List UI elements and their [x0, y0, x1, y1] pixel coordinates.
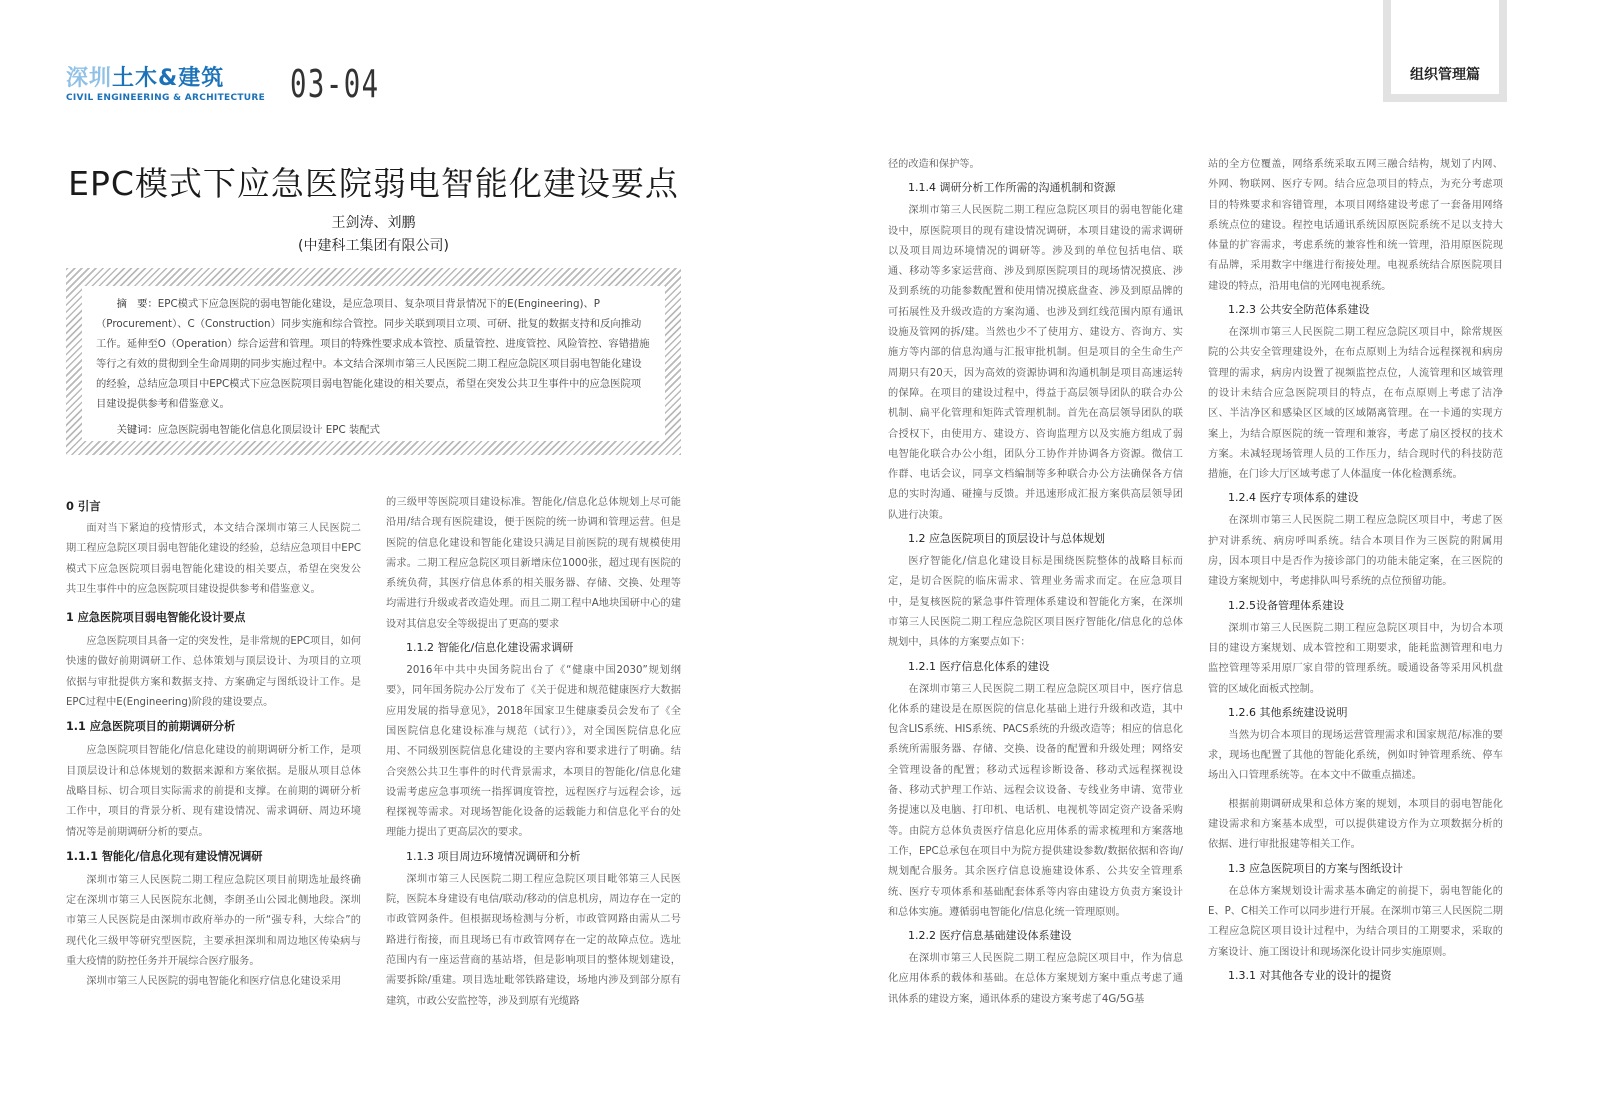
- journal-logo-en: CIVIL ENGINEERING & ARCHITECTURE: [66, 93, 266, 103]
- subsection-heading: 1.1.1 智能化/信息化现有建设情况调研: [66, 849, 263, 863]
- paragraph: 深圳市第三人民医院的弱电智能化和医疗信息化建设采用: [86, 976, 342, 988]
- section-heading: 0 引言: [66, 499, 101, 513]
- paragraph: 在深圳市第三人民医院二期工程应急院区项目中，考虑了医护对讲系统、病房呼叫系统。结合本项目作为三医院的附属用房，因本项目中是否作为接诊部门的功能未能定案，在三医院的建设方案规划中，考虑排队叫号系统的点位预留功能。: [1208, 515, 1503, 588]
- body-column-3: [888, 155, 1183, 1010]
- page-numbers: 03-04: [290, 62, 380, 106]
- subsection-heading: 1.1.2 智能化/信息化建设需求调研: [406, 641, 574, 655]
- paragraph: 在深圳市第三人民医院二期工程应急院区项目中，作为信息化应用体系的载体和基础。在总体方案规划方案中重点考虑了通讯体系的建设方案，通讯体系的建设方案考虑了4G/5G基: [888, 953, 1183, 1005]
- paragraph: 深圳市第三人民医院二期工程应急院区项目的弱电智能化建设中，原医院项目的现有建设情况调研，本项目建设的需求调研以及项目周边环境情况的调研等。涉及到的单位包括电信、联通、移动等多家运营商、涉及到原医院项目的现场情况摸底、涉及到系统的功能参数配置和使用情况摸底盘查、涉及到原品牌的可拓展性及升级改造的方案沟通、也涉及到红线范围内原有通讯设施及管网的拆/建。当然也少不了使用方、建设方、咨询方、实施方等内部的信息沟通与汇报审批机制。但是项目的全生命生产周期只有20天，因为高效的资源协调和沟通机制是项目高速运转的保障。在项目的建设过程中，得益于高层领导团队的联合办公机制、扁平化管理和矩阵式管理机制。首先在高层领导团队的联合授权下，由使用方、建设方、咨询监理方以及实施方组成了弱电智能化联合办公小组，团队分工协作并协调各方资源。微信工作群、电话会议，同享文档编制等多种联合办公方法确保各方信息的实时沟通、碰撞与反馈。并迅速形成汇报方案供高层领导团队进行决策。: [888, 205, 1183, 521]
- paragraph: 当然为切合本项目的现场运营管理需求和国家规范/标准的要求，现场也配置了其他的智能化系统，例如时钟管理系统、停车场出入口管理系统等。在本文中不做重点描述。: [1208, 729, 1503, 782]
- article-organization: (中建科工集团有限公司): [298, 238, 449, 254]
- paragraph: 的三级甲等医院项目建设标准。智能化/信息化总体规划上尽可能沿用/结合现有医院建设，便于医院的统一协调和管理运营。但是医院的信息化建设和智能化建设只满足目前医院的现有规模使用需求。二期工程应急院区项目新增床位1000张，超过现有医院的系统负荷，其医疗信息体系的相关服务器、存储、交换、处理等均需进行升级或者改造处理。而且二期工程中A地块国研中心的建设对其信息安全等级提出了更高的要求: [386, 497, 681, 630]
- paragraph: 面对当下紧迫的疫情形式，本文结合深圳市第三人民医院二期工程应急院区项目弱电智能化建设的经验，总结应急项目中EPC模式下应急医院项目弱电智能化建设的相关要点，希望在突发公共卫生事件中的应急医院项目建设提供参考和借鉴意义。: [66, 523, 361, 595]
- journal-logo-cn: 深圳土木&建筑: [66, 66, 225, 91]
- paragraph: 径的改造和保护等。: [888, 159, 980, 170]
- subsection-heading: 1.3 应急医院项目的方案与图纸设计: [1228, 861, 1403, 875]
- subsection-heading: 1.2.4 医疗专项体系的建设: [1228, 491, 1359, 505]
- abstract-body: EPC模式下应急医院的弱电智能化建设，是应急项目、复杂项目背景情况下的E(Engineering)、P（Procurement）、C（Construction）同步实施和综合管控。同步关联到项目立项、可研、批复的数据支持和反向推动工作。延伸至O（Operation）综合运营和管理。项目的特殊性要求成本管控、质量管控、进度管控、风险管控、容错措施等行之有效的贯彻到全生命周期的同步实施过程中。本文结合深圳市第三人民医院二期工程应急院区项目弱电智能化建设的经验，总结应急项目中EPC模式下应急医院项目弱电智能化建设的相关要点，希望在突发公共卫生事件中的应急医院项目建设提供参考和借鉴意义。: [96, 298, 650, 410]
- body-column-2: [386, 493, 681, 1012]
- paragraph: 在深圳市第三人民医院二期工程应急院区项目中，医疗信息化体系的建设是在原医院的信息化基础上进行升级和改造，其中包含LIS系统、HIS系统、PACS系统的升级改造等；相应的信息化系统所需服务器、存储、交换、设备的配置和升级处理；网络安全管理设备的配置；移动式远程诊断设备、移动式远程探视设备、移动式护理工作站、远程会议设备、专线业务申请、宽带业务提速以及电脑、打印机、电话机、电视机等固定资产设备采购等。由院方总体负责医疗信息化应用体系的需求梳理和方案落地工作，EPC总承包在项目中为院方提供建设参数/数据依据和咨询/规划配合服务。其余医疗信息设施建设体系、公共安全管理系统、医疗专项体系和基础配套体系等内容由建设方负责方案设计和总体实施。遵循弱电智能化/信息化统一管理原则。: [888, 683, 1183, 918]
- paragraph: 在深圳市第三人民医院二期工程应急院区项目中，除常规医院的公共安全管理建设外，在布点原则上为结合远程探视和病房管理的需求，病房内设置了视频监控点位，人流管理和区域管理的设计未结合应急医院项目的特点，在布点原则上考虑了洁净区、半洁净区和感染区区域的区域隔离管理。在一卡通的实现方案上，为结合原医院的统一管理和兼容，考虑了扇区授权的技术方案。未减轻现场管理人员的工作压力，结合现时代的科技防范措施，在门诊大厅区域考虑了人体温度一体化检测系统。: [1208, 327, 1503, 481]
- subsection-heading: 1.1.4 调研分析工作所需的沟通机制和资源: [908, 181, 1116, 195]
- right-page: [805, 0, 1610, 1100]
- subsection-heading: 1.2.1 医疗信息化体系的建设: [908, 659, 1050, 673]
- paragraph: 站的全方位覆盖，网络系统采取五网三融合结构，规划了内网、外网、物联网、医疗专网。结合应急项目的特点，为充分考虑项目的特殊要求和容错管理，本项目网络建设考虑了一套备用网络系统点位的建设。程控电话通讯系统因原医院系统不足以支持大体量的扩容需求，考虑系统的兼容性和统一管理，沿用原医院现有品牌，采用数字中继进行衔接处理。电视系统结合原医院项目建设的特点，沿用电信的光网电视系统。: [1208, 159, 1503, 292]
- journal-logo: [66, 66, 265, 104]
- abstract-inner: [82, 286, 665, 441]
- keywords-body: 应急医院弱电智能化信息化顶层设计 EPC 装配式: [157, 424, 380, 436]
- section-label: 组织管理篇: [1410, 67, 1480, 83]
- abstract: [96, 294, 651, 414]
- paragraph: 深圳市第三人民医院二期工程应急院区项目毗邻第三人民医院，医院本身建设有电信/联动/移动的信息机房，周边存在一定的市政管网条件。但根据现场检测与分析，市政管网路由需从二号路进行衔接，而且现场已有市政管网存在一定的故障点位。选址范围内有一座运营商的基站塔，但是影响项目的整体规划建设，需要拆除/重建。项目选址毗邻铁路建设，场地内涉及到部分原有建筑，市政公安监控等，涉及到原有光缆路: [386, 873, 681, 1007]
- paragraph: 医疗智能化/信息化建设目标是围绕医院整体的战略目标而定，是切合医院的临床需求、管理业务需求而定。在应急项目中，是复核医院的紧急事件管理体系建设和智能化方案，在深圳市第三人民医院二期工程应急院区项目医疗智能化/信息化的总体规划中，具体的方案要点如下：: [888, 556, 1183, 649]
- paragraph: 应急医院项目具备一定的突发性，是非常规的EPC项目，如何快速的做好前期调研工作、总体策划与顶层设计、为项目的立项依据与审批提供方案和数据支持、方案确定与图纸设计工作。是EPC过程中E(Engineering)阶段的建设要点。: [66, 636, 361, 709]
- abstract-label: 摘 要：: [116, 298, 158, 310]
- paragraph: 应急医院项目智能化/信息化建设的前期调研分析工作，是项目顶层设计和总体规划的数据来源和方案依据。是服从项目总体战略目标、切合项目实际需求的前提和支撑。在前期的调研分析工作中，项目的背景分析、现有建设情况、需求调研、周边环境情况等是前期调研分析的要点。: [66, 745, 361, 838]
- body-column-1: [66, 493, 361, 993]
- section-heading: 1 应急医院项目弱电智能化设计要点: [66, 611, 246, 625]
- section-tab: [1383, 0, 1507, 102]
- keywords: [96, 420, 651, 440]
- paragraph: 根据前期调研成果和总体方案的规划，本项目的弱电智能化建设需求和方案基本成型，可以提供建设方作为立项数据分析的依据、进行审批报建等相关工作。: [1208, 798, 1503, 851]
- abstract-box: [66, 268, 681, 455]
- subsection-heading: 1.2.6 其他系统建设说明: [1228, 705, 1348, 719]
- keywords-label: 关键词：: [116, 424, 158, 436]
- subsection-heading: 1.2.3 公共安全防范体系建设: [1228, 303, 1370, 317]
- body-column-4: [1208, 155, 1503, 989]
- subsection-heading: 1.2.5设备管理体系建设: [1228, 598, 1344, 612]
- subsection-heading: 1.2.2 医疗信息基础建设体系建设: [908, 929, 1072, 943]
- subsection-heading: 1.1 应急医院项目的前期调研分析: [66, 720, 236, 734]
- subsection-heading: 1.1.3 项目周边环境情况调研和分析: [406, 849, 581, 863]
- paragraph: 在总体方案规划设计需求基本确定的前提下，弱电智能化的E、P、C相关工作可以同步进行开展。在深圳市第三人民医院二期工程应急院区项目设计过程中，为结合项目的工期要求，采取的方案设计、施工图设计和现场深化设计同步实施原则。: [1208, 885, 1503, 958]
- article-title: EPC模式下应急医院弱电智能化建设要点: [68, 164, 679, 203]
- paragraph: 2016年中共中央国务院出台了《“健康中国2030”规划纲要》，同年国务院办公厅发布了《关于促进和规范健康医疗大数据应用发展的指导意见》，2018年国家卫生健康委员会发布了《全国医院信息化建设标准与规范（试行）》，对全国医院信息化应用、不同级别医院信息化建设的主要内容和要求进行了明确。结合突然公共卫生事件的时代背景需求，本项目的智能化/信息化建设需考虑应急事项统一指挥调度管控，远程医疗与远程会诊，远程探视等需求。对现场智能化设备的运载能力和信息化平台的处理能力提出了更高层次的要求。: [386, 665, 681, 839]
- subsection-heading: 1.3.1 对其他各专业的设计的提资: [1228, 968, 1392, 982]
- subsection-heading: 1.2 应急医院项目的顶层设计与总体规划: [908, 532, 1105, 546]
- article-authors: 王剑涛、刘鹏: [331, 215, 416, 231]
- paragraph: 深圳市第三人民医院二期工程应急院区项目前期选址最终确定在深圳市第三人民医院东北侧，李朗圣山公园北侧地段。深圳市第三人民医院是由深圳市政府举办的一所“强专科，大综合”的现代化三级甲等研究型医院，主要承担深圳和周边地区传染病与重大疫情的防控任务并开展综合医疗服务。: [66, 874, 361, 968]
- paragraph: 深圳市第三人民医院二期工程应急院区项目中，为切合本项目的建设方案规划、成本管控和工期要求，能耗监测管理和电力监控管理等采用原厂家自带的管理系统。暖通设备等采用风机盘管的区域化面板式控制。: [1208, 622, 1503, 695]
